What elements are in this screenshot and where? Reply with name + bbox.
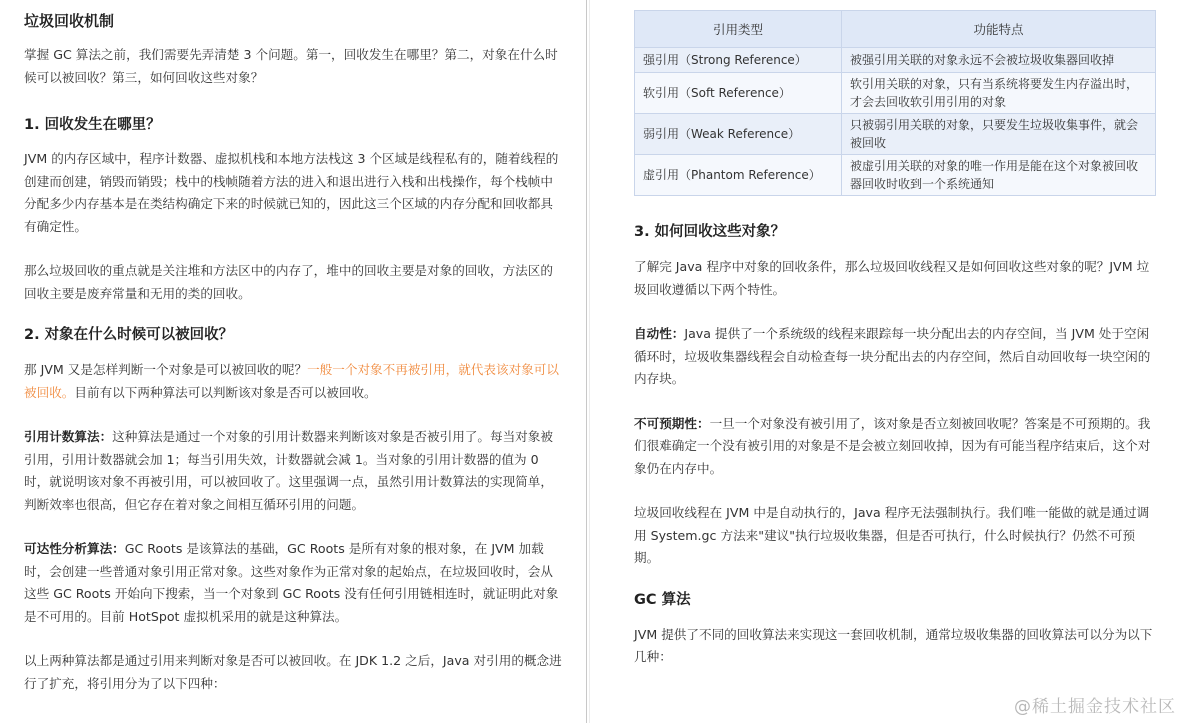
section-2-text-b: 目前有以下两种算法可以判断该对象是否可以被回收。 <box>74 384 377 400</box>
automatic-label: 自动性： <box>634 326 685 341</box>
unpredictable-label: 不可预期性： <box>634 415 710 431</box>
section-1-paragraph-1: JVM 的内存区域中，程序计数器、虚拟机栈和本地方法栈这 3 个区域是线程私有的，随着线程的创建而创建，销毁而销毁；栈中的栈帧随着方法的进入和退出进行入栈和出栈操作，每个栈帧中分配多少内存基本是在类结构确定下来的时候就已知的，因此这三个区域的内存分配和回收都具有确定性。 <box>24 151 559 234</box>
watermark-text: @稀土掘金技术社区 <box>1014 697 1176 717</box>
table-cell-desc: 只被弱引用关联的对象，只要发生垃圾收集事件，就会被回收 <box>842 114 1156 155</box>
table-row <box>635 73 1156 114</box>
table-cell-type: 软引用（Soft Reference） <box>635 73 842 114</box>
page-title: 垃圾回收机制 <box>24 12 115 30</box>
right-page <box>588 0 1186 723</box>
table-cell-type: 虚引用（Phantom Reference） <box>635 155 842 196</box>
section-1-title: 1. 回收发生在哪里？ <box>24 117 161 133</box>
section-3-title: 3. 如何回收这些对象？ <box>634 224 786 240</box>
page-divider <box>586 0 587 723</box>
section-3-paragraph-4: 垃圾回收线程在 JVM 中是自动执行的，Java 程序无法强制执行。我们唯一能做的就是通过调用 System.gc 方法来"建议"执行垃圾收集器，但是否可执行，什么时候执行？仍然不可预期。 <box>634 505 1150 565</box>
section-2-paragraph-1 <box>24 359 562 404</box>
section-3-paragraph-1: 了解完 Java 程序中对象的回收条件，那么垃圾回收线程又是如何回收这些对象的呢？JVM 垃圾回收遵循以下两个特性。 <box>634 259 1150 297</box>
reachability-text: GC Roots 是该算法的基础，GC Roots 是所有对象的根对象，在 JVM 加载时，会创建一些普通对象引用正常对象。这些对象作为正常对象的起始点，在垃圾回收时，会从这些 GC Roots 开始向下搜索，当一个对象到 GC Roots 没有任何引用链相连时，就证明此对象是不可用的。目前 HotSpot 虚拟机采用的就是这种算法。 <box>24 541 559 624</box>
left-page <box>0 0 586 723</box>
table-cell-type: 强引用（Strong Reference） <box>635 48 842 73</box>
reference-counting-paragraph <box>24 426 562 516</box>
table-row <box>635 48 1156 73</box>
gc-algorithm-title: GC 算法 <box>634 591 691 608</box>
section-1-paragraph-2: 那么垃圾回收的重点就是关注堆和方法区中的内存了，堆中的回收主要是对象的回收，方法区的回收主要是废弃常量和无用的类的回收。 <box>24 263 553 301</box>
watermark <box>1014 692 1176 717</box>
table-cell-desc: 软引用关联的对象，只有当系统将要发生内存溢出时，才会去回收软引用引用的对象 <box>842 73 1156 114</box>
unpredictable-paragraph <box>634 413 1156 481</box>
table-header-row <box>635 11 1156 48</box>
table-row <box>635 114 1156 155</box>
section-2-text-a: 那 JVM 又是怎样判断一个对象是可以被回收的呢？ <box>24 362 308 377</box>
intro-paragraph: 掌握 GC 算法之前，我们需要先弄清楚 3 个问题。第一，回收发生在哪里？第二，对象在什么时候可以被回收？第三，如何回收这些对象？ <box>24 47 558 85</box>
section-2-paragraph-4: 以上两种算法都是通过引用来判断对象是否可以被回收。在 JDK 1.2 之后，Java 对引用的概念进行了扩充，将引用分为了以下四种： <box>24 653 562 691</box>
automatic-text: Java 提供了一个系统级的线程来跟踪每一块分配出去的内存空间，当 JVM 处于空闲循环时，垃圾收集器线程会自动检查每一块分配出去的内存空间，然后自动回收每一块空闲的内存块。 <box>634 326 1151 386</box>
reference-types-table <box>634 10 1156 196</box>
automatic-paragraph <box>634 323 1156 391</box>
table-header-feature: 功能特点 <box>842 11 1156 48</box>
table-cell-desc: 被虚引用关联的对象的唯一作用是能在这个对象被回收器回收时收到一个系统通知 <box>842 155 1156 196</box>
gc-algorithm-paragraph: JVM 提供了不同的回收算法来实现这一套回收机制，通常垃圾收集器的回收算法可以分为以下几种： <box>634 626 1153 664</box>
table-header-type: 引用类型 <box>635 11 842 48</box>
reachability-paragraph <box>24 538 562 628</box>
section-2-title: 2. 对象在什么时候可以被回收？ <box>24 327 234 343</box>
unpredictable-text: 一旦一个对象没有被引用了，该对象是否立刻被回收呢？答案是不可预期的。我们很难确定一个没有被引用的对象是不是会被立刻回收掉，因为有可能当程序结束后，这个对象仍在内存中。 <box>634 415 1151 476</box>
reference-counting-label: 引用计数算法： <box>24 429 113 444</box>
table-row <box>635 155 1156 196</box>
reference-counting-text: 这种算法是通过一个对象的引用计数器来判断该对象是否被引用了。每当对象被引用，引用计数器就会加 1；每当引用失效，计数器就会减 1。当对象的引用计数器的值为 0 时，就说明该对象不再被引用，可以被回收了。这里强调一点，虽然引用计数算法的实现简单，判断效率也很高，但它存在着对象之间相互循环引用的问题。 <box>24 429 553 512</box>
table-cell-type: 弱引用（Weak Reference） <box>635 114 842 155</box>
reachability-label: 可达性分析算法： <box>24 541 125 556</box>
highlighted-text: 一般一个对象不再被引用，就代表该对象可以被回收。 <box>24 362 559 400</box>
table-cell-desc: 被强引用关联的对象永远不会被垃圾收集器回收掉 <box>842 48 1156 73</box>
